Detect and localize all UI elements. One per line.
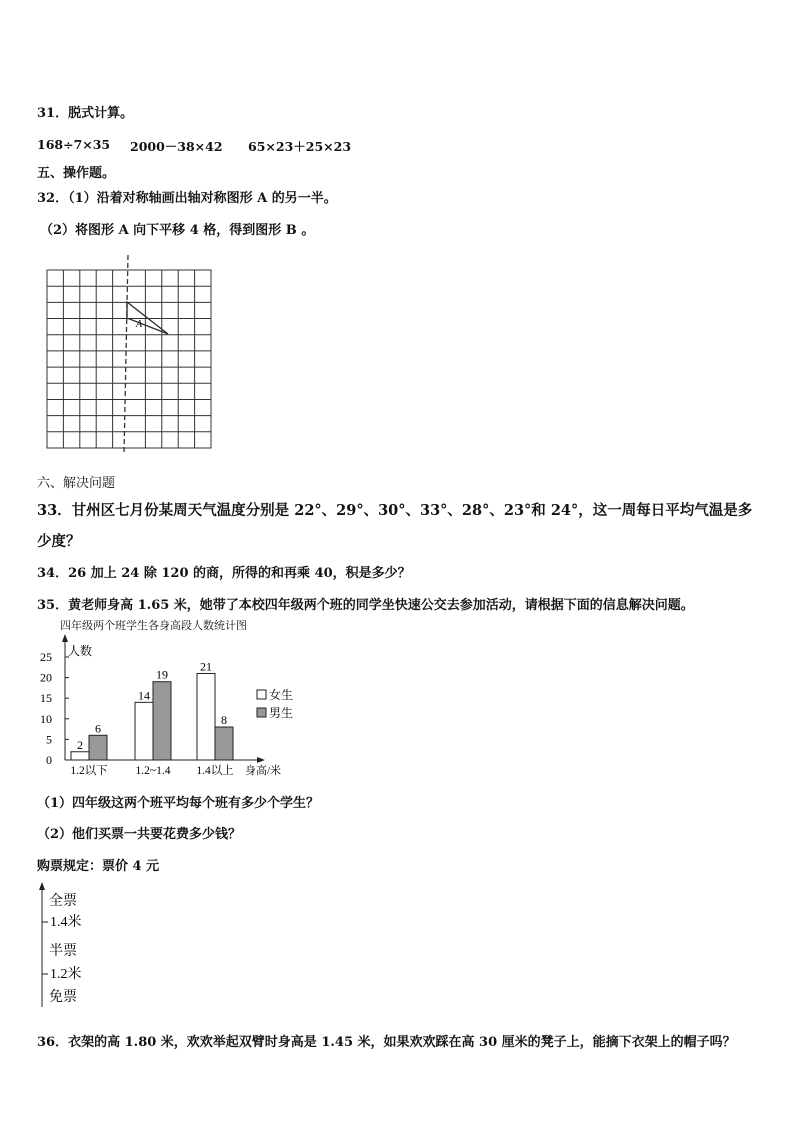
grid-border: [47, 270, 211, 448]
y-tick-label: 25: [40, 650, 52, 664]
x-axis-arrow: [257, 757, 265, 763]
label-full-ticket: 全票: [49, 894, 77, 909]
section-5-heading: 五、操作题。: [37, 166, 116, 181]
bar-boys: [215, 727, 233, 760]
bar-boys: [153, 682, 171, 760]
bar-boys: [89, 735, 107, 760]
q31-expr-1: 168÷7×35: [37, 137, 111, 152]
label-free-ticket: 免票: [49, 990, 77, 1005]
height-bar-chart: [35, 632, 325, 782]
q35-sub2: （2）他们买票一共要花费多少钱？: [37, 827, 242, 842]
symmetry-axis: [124, 255, 128, 455]
q35-sub1: （1）四年级这两个班平均每个班有多少个学生？: [37, 796, 320, 811]
bar-value-label: 19: [156, 667, 168, 682]
q31-expr-2: 2000－38×42: [130, 139, 223, 154]
q34: 34．26 加上 24 除 120 的商，所得的和再乘 40，积是多少？: [37, 566, 411, 581]
label-1-4m: 1.4米: [50, 915, 82, 930]
bar-value-label: 8: [221, 713, 227, 728]
y-axis-label: 人数: [68, 644, 93, 658]
ticket-height-scale: [35, 880, 155, 1010]
q36: 36．衣架的高 1.80 米，欢欢举起双臂时身高是 1.45 米，如果欢欢踩在高 30 厘米的凳子上，能摘下衣架上的帽子吗？: [37, 1035, 736, 1050]
label-half-ticket: 半票: [49, 944, 77, 959]
bar-girls: [197, 673, 215, 760]
q31-expr-3: 65×23＋25×23: [248, 139, 352, 154]
bar-girls: [135, 702, 153, 760]
bar-value-label: 14: [138, 688, 150, 703]
label-1-2m: 1.2米: [50, 967, 82, 982]
section-6-heading: 六、解决问题: [37, 476, 116, 491]
q32-part2: （2）将图形 A 向下平移 4 格，得到图形 B 。: [40, 223, 315, 238]
q32-part1: 32．（1）沿着对称轴画出轴对称图形 A 的另一半。: [37, 191, 337, 206]
ticket-rule: 购票规定：票价 4 元: [37, 859, 160, 874]
q31-title: 31．脱式计算。: [37, 106, 134, 121]
grid-figure: [40, 255, 220, 455]
bar-value-label: 2: [77, 737, 83, 752]
grid-lines: [47, 270, 211, 448]
legend-label-boys: 男生: [269, 706, 294, 720]
scale-arrow: [39, 882, 45, 890]
x-axis-label: 身高/米: [245, 765, 282, 777]
bar-value-label: 21: [200, 659, 212, 674]
bar-value-label: 6: [95, 721, 101, 736]
chart-title: 四年级两个班学生各身高段人数统计图: [60, 619, 247, 632]
bar-girls: [71, 752, 89, 760]
q33-line1: 33．甘州区七月份某周天气温度分别是 22°、29°、30°、33°、28°、23°和 24°，这一周每日平均气温是多: [37, 502, 753, 519]
q35-text: 35．黄老师身高 1.65 米，她带了本校四年级两个班的同学坐快速公交去参加活动，请根据下面的信息解决问题。: [37, 598, 694, 613]
q33-line2: 少度？: [37, 533, 81, 550]
y-tick-label: 20: [40, 670, 52, 685]
legend-swatch-boys: [257, 708, 266, 717]
y-tick-label: 0: [46, 753, 52, 767]
category-label: 1.2以下: [70, 765, 108, 777]
shape-a-label: A: [136, 319, 143, 330]
legend-swatch-girls: [257, 690, 266, 699]
legend-label-girls: 女生: [269, 688, 294, 702]
legend: [257, 687, 293, 720]
y-axis-arrow: [62, 634, 68, 642]
y-tick-label: 15: [40, 691, 52, 706]
y-tick-label: 10: [40, 711, 52, 726]
category-label: 1.2~1.4: [135, 765, 171, 777]
y-tick-label: 5: [46, 732, 52, 747]
category-label: 1.4以上: [196, 765, 234, 777]
